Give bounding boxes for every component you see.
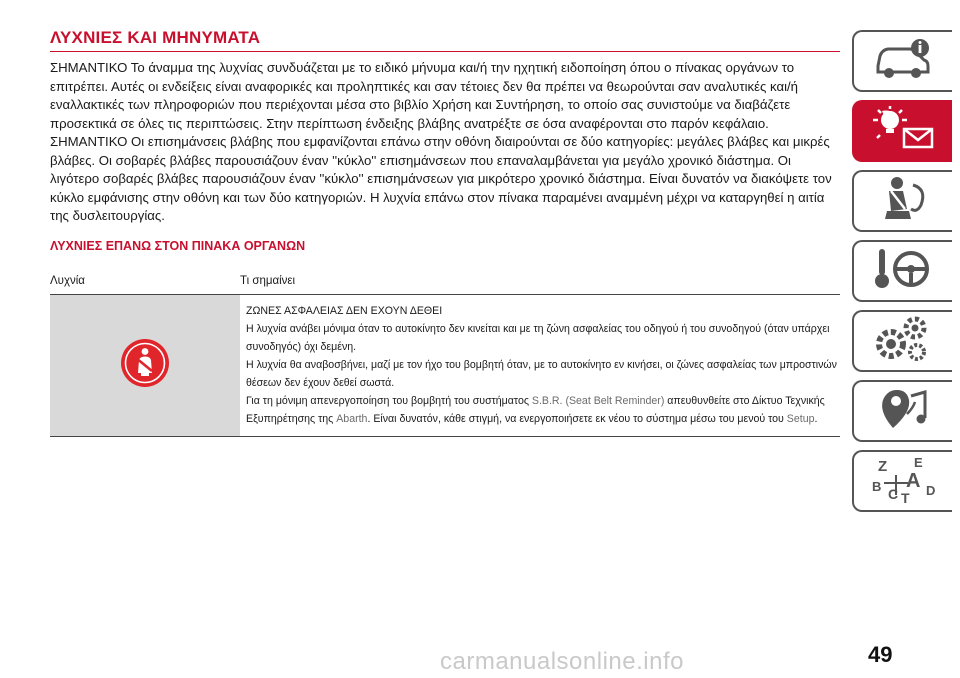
row-line-2: Η λυχνία θα αναβοσβήνει, μαζί με τον ήχο του βομβητή όταν, με το αυτοκίνητο εν κινήσει, οι ζώνες ασφαλείας των μπροστινών θέσεων δεν έχουν δεθεί σωστά. bbox=[246, 358, 837, 389]
section-subtitle: ΛΥΧΝΙΕΣ ΕΠΑΝΩ ΣΤΟΝ ΠΙΝΑΚΑ ΟΡΓΑΝΩΝ bbox=[50, 238, 306, 253]
multimedia-icon bbox=[871, 384, 935, 439]
header-lamp: Λυχνία bbox=[50, 274, 85, 287]
table-row bbox=[50, 295, 840, 438]
warning-lights-messages-icon bbox=[868, 105, 938, 158]
index-letter-e: E bbox=[914, 454, 923, 470]
page-number: 49 bbox=[868, 642, 893, 667]
safety-airbag-icon bbox=[873, 175, 933, 228]
seatbelt-warning-icon bbox=[120, 338, 170, 393]
index-letter-b: B bbox=[872, 478, 882, 494]
meaning-cell bbox=[240, 295, 840, 437]
brand-term: Abarth bbox=[336, 413, 368, 426]
index-letter-d: D bbox=[926, 482, 936, 498]
row-line-3-part-g: . bbox=[814, 413, 818, 426]
index-letter-t: T bbox=[901, 489, 910, 505]
row-line-1: Η λυχνία ανάβει μόνιμα όταν το αυτοκίνητο δεν κινείται και με τη ζώνη ασφαλείας του οδηγού ή του συνοδηγού (όταν υπάρχει συνοδηγός) όχι δεμένη. bbox=[246, 322, 830, 353]
lamp-cell bbox=[50, 295, 240, 437]
important-note-1: ΣΗΜΑΝΤΙΚΟ Το άναμμα της λυχνίας συνδυάζεται με το ειδικό μήνυμα και/ή την ηχητική ειδοποίηση όπου ο πίνακας οργάνων το επιτρέπει. Αυτές οι ενδείξεις είναι αναφορικές και προληπτικές και σαν τέτοιες δεν θα πρέπει να θεωρούνται σαν αναλυτικές και/ή εναλλακτικές των πληροφοριών που περιέχονται μέσα στο βιβλίο Χρήση και Συντήρηση, το οποίο σας συνιστούμε να διαβάζετε προσεκτικά σε όλες τις περιπτώσεις. Στην περίπτωση ένδειξης βλάβης ανατρέξτε σε όσα αναφέρονται στο παρόν κεφάλαιο. bbox=[50, 60, 799, 131]
header-meaning: Τι σημαίνει bbox=[240, 274, 296, 287]
index-letters-icon bbox=[868, 453, 938, 510]
watermark: carmanualsonline.info bbox=[440, 648, 684, 675]
index-letter-a: A bbox=[906, 469, 921, 492]
page-title: ΛΥΧΝΙΕΣ ΚΑΙ ΜΗΝΥΜΑΤΑ bbox=[50, 28, 840, 52]
steering-wheel-start-icon bbox=[871, 245, 935, 298]
sbr-term: S.B.R. (Seat Belt Reminder) bbox=[531, 394, 665, 407]
tab-index[interactable] bbox=[852, 450, 952, 512]
row-line-3-part-c: απευθυνθείτε στο Δίκτυο Τεχνικής Εξυπηρέτησης της bbox=[246, 394, 825, 426]
row-line-3-part-a: Για τη μόνιμη απενεργοποίηση του βομβητή του συστήματος bbox=[246, 394, 532, 407]
row-line-3 bbox=[246, 392, 840, 428]
maintenance-gears-icon bbox=[871, 314, 935, 369]
chapter-tabs bbox=[852, 30, 952, 520]
setup-term: Setup bbox=[786, 413, 815, 426]
row-line-3-part-e: . Είναι δυνατόν, κάθε στιγμή, να ενεργοποιήσετε εκ νέου το σύστημα μέσω του μενού του bbox=[367, 413, 787, 426]
index-letter-c: C bbox=[888, 485, 899, 502]
tab-warning-lights[interactable] bbox=[852, 100, 952, 162]
important-note-2: ΣΗΜΑΝΤΙΚΟ Οι επισημάνσεις βλάβης που εμφανίζονται επάνω στην οθόνη διαιρούνται σε δύο κατηγορίες: μεγάλες βλάβες και μικρές βλάβες. Οι σοβαρές βλάβες παρουσιάζουν έναν ''κύκλο'' επισημάνσεων που επαναλαμβάνεται για μεγάλο χρονικό διάστημα. Οι λιγότερο σοβαρές βλάβες παρουσιάζουν έναν ''κύκλο'' επισημάνσεων για μικρότερο χρονικό διάστημα. Είναι δυνατόν να διακόψετε τον κύκλο εμφάνισης στην οθόνη και των δύο κατηγοριών. Η λυχνία επάνω στον πίνακα παραμένει αναμμένη μέχρι να καταργηθεί η αιτία της δυσλειτουργίας. bbox=[50, 134, 832, 223]
index-letter-z: Z bbox=[878, 457, 888, 475]
row-heading: ΖΩΝΕΣ ΑΣΦΑΛΕΙΑΣ ΔΕΝ ΕΧΟΥΝ ΔΕΘΕΙ bbox=[246, 304, 443, 317]
tab-starting-driving[interactable] bbox=[852, 240, 952, 302]
tab-maintenance[interactable] bbox=[852, 310, 952, 372]
main-content bbox=[50, 28, 840, 437]
tab-safety[interactable] bbox=[852, 170, 952, 232]
tab-multimedia[interactable] bbox=[852, 380, 952, 442]
tab-car-info[interactable] bbox=[852, 30, 952, 92]
warning-lights-table bbox=[50, 275, 840, 438]
car-info-icon bbox=[870, 36, 936, 87]
table-header bbox=[50, 275, 840, 295]
